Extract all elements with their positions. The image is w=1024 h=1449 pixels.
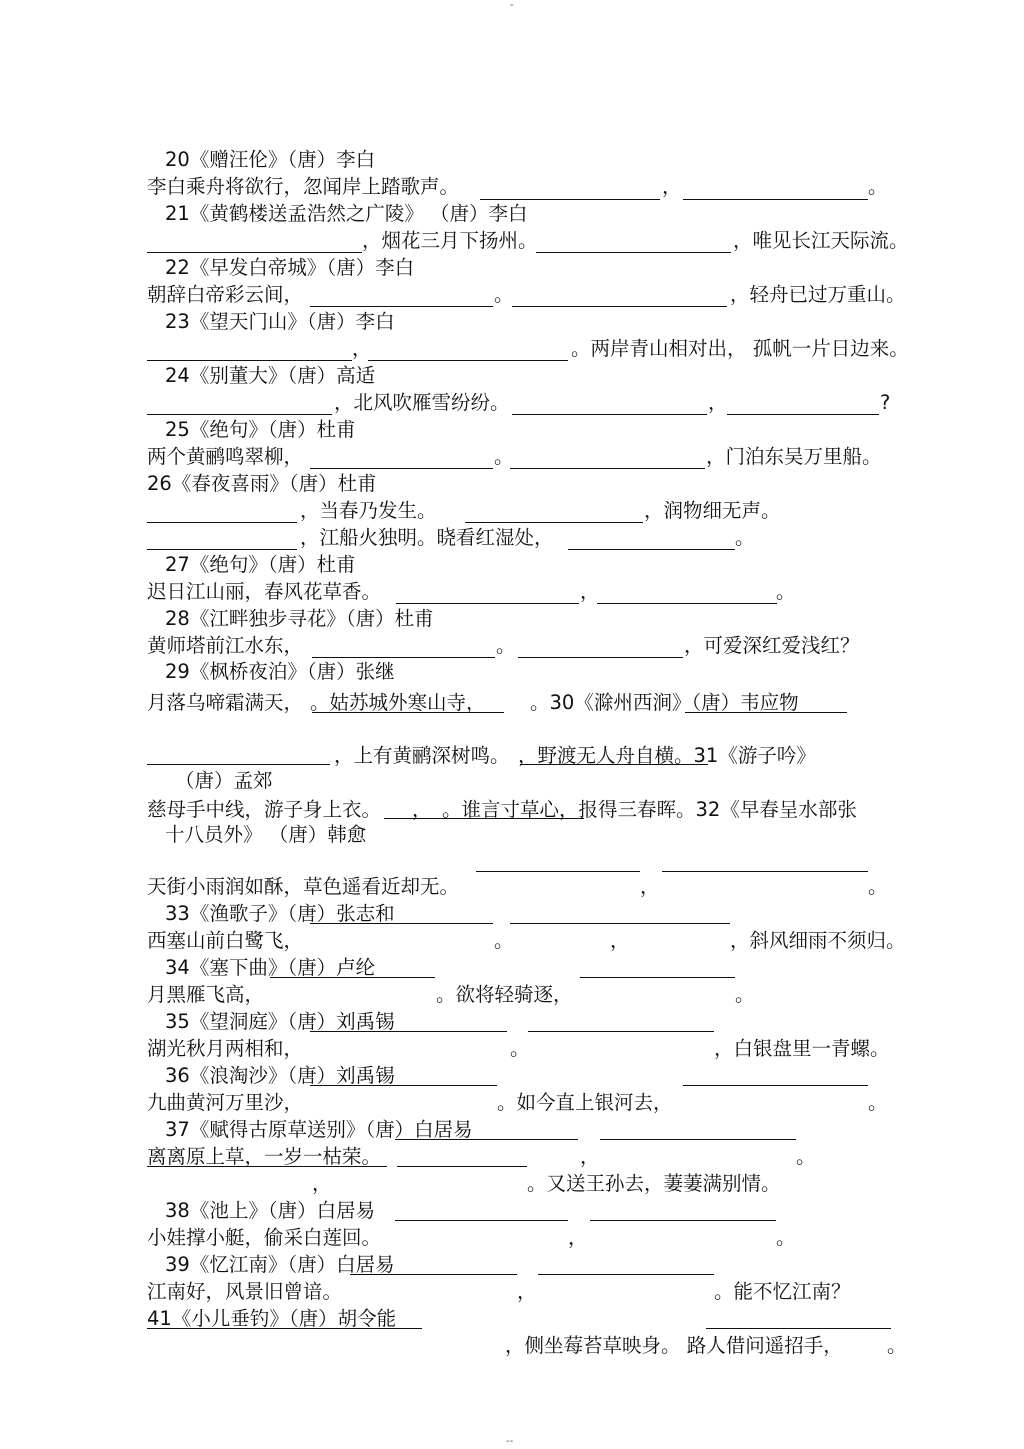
poem-21-line: ，唯见长江天际流。 — [733, 229, 909, 252]
punctuation: ， — [708, 391, 728, 414]
punctuation: ? — [880, 391, 891, 414]
poem-33-line: 西塞山前白鹭飞， — [147, 929, 304, 952]
poem-37-title: 37《赋得古原草送别》（唐）白居易 — [165, 1118, 473, 1141]
poem-36-line: 。如今直上银河去， — [497, 1091, 673, 1114]
fill-blank[interactable] — [310, 306, 493, 307]
fill-blank[interactable] — [706, 1328, 891, 1329]
punctuation: 。 — [494, 445, 514, 468]
fill-blank[interactable] — [512, 414, 707, 415]
poem-21-title: 21《黄鹤楼送孟浩然之广陵》 （唐）李白 — [165, 202, 528, 225]
fill-blank[interactable] — [395, 1139, 578, 1140]
poem-22-line: ，轻舟已过万重山。 — [730, 283, 906, 306]
poem-26-line: ，江船火独明。晓看红湿处， — [300, 526, 554, 549]
fill-blank[interactable] — [310, 1085, 497, 1086]
poem-31-line: 。谁言寸草心，报得三春晖。32《早春呈水部张 — [442, 798, 857, 821]
poem-35-title: 35《望洞庭》（唐）刘禹锡 — [165, 1010, 395, 1033]
poem-39-line: 江南好，风景旧曾谙。 — [147, 1280, 343, 1303]
poem-24-title: 24《别董大》（唐）高适 — [165, 364, 376, 387]
punctuation: ， — [580, 1145, 600, 1168]
punctuation: 。 — [796, 1145, 816, 1168]
fill-blank[interactable] — [568, 549, 735, 550]
punctuation: 。 — [868, 175, 888, 198]
fill-blank[interactable] — [310, 468, 493, 469]
fill-blank[interactable] — [147, 1328, 422, 1329]
footer-mark: -- — [506, 1436, 514, 1447]
fill-blank[interactable] — [270, 977, 435, 978]
fill-blank[interactable] — [368, 360, 568, 361]
poem-30-line: ，上有黄鹂深树鸣。 — [334, 744, 510, 767]
poem-20-title: 20《赠汪伦》（唐）李白 — [165, 148, 376, 171]
poem-35-line: 湖光秋月两相和， — [147, 1037, 304, 1060]
poem-38-title: 38《池上》（唐）白居易 — [165, 1199, 376, 1222]
poem-26-title: 26《春夜喜雨》（唐）杜甫 — [147, 472, 377, 495]
poem-28-title: 28《江畔独步寻花》（唐）杜甫 — [165, 607, 434, 630]
poem-22-title: 22《早发白帝城》（唐）李白 — [165, 256, 415, 279]
fill-blank[interactable] — [396, 603, 579, 604]
fill-blank[interactable] — [147, 1166, 387, 1167]
fill-blank[interactable] — [312, 712, 504, 713]
fill-blank[interactable] — [147, 360, 352, 361]
poem-30-title: 。30《滁州西涧》（唐）韦应物 — [530, 691, 799, 714]
fill-blank[interactable] — [520, 764, 708, 765]
fill-blank[interactable] — [538, 1274, 714, 1275]
poem-34-line: 月黑雁飞高， — [147, 983, 265, 1006]
poem-29-line: 月落乌啼霜满天， — [147, 691, 304, 714]
poem-31-title: （唐）孟郊 — [175, 769, 273, 792]
punctuation: ， — [580, 580, 600, 603]
poem-32-title: 十八员外》 （唐）韩愈 — [165, 823, 367, 846]
fill-blank[interactable] — [476, 871, 640, 872]
punctuation: ， — [640, 875, 660, 898]
poem-24-line: ，北风吹雁雪纷纷。 — [334, 391, 510, 414]
punctuation: 。 — [510, 1037, 530, 1060]
fill-blank[interactable] — [727, 414, 879, 415]
punctuation: 。 — [494, 929, 514, 952]
poem-37-line: 离离原上草，一岁一枯荣。 — [147, 1145, 382, 1168]
poem-41-line: ，侧坐莓苔草映身。 路人借问遥招手， — [505, 1334, 843, 1357]
punctuation: 。 — [868, 875, 888, 898]
poem-20-line: 李白乘舟将欲行，忽闻岸上踏歌声。 — [147, 175, 460, 198]
fill-blank[interactable] — [518, 657, 683, 658]
punctuation: 。 — [887, 1334, 907, 1357]
fill-blank[interactable] — [683, 199, 868, 200]
punctuation: ， — [517, 1280, 537, 1303]
fill-blank[interactable] — [147, 252, 362, 253]
fill-blank[interactable] — [597, 603, 777, 604]
fill-blank[interactable] — [480, 199, 660, 200]
poem-28-line: 黄师塔前江水东， — [147, 634, 304, 657]
poem-31-line: 慈母手中线，游子身上衣。 — [147, 798, 382, 821]
fill-blank[interactable] — [528, 1031, 714, 1032]
poem-26-line: ，当春乃发生。 — [300, 499, 437, 522]
fill-blank[interactable] — [683, 1085, 868, 1086]
fill-blank[interactable] — [685, 712, 847, 713]
poem-39-title: 39《忆江南》（唐）白居易 — [165, 1253, 395, 1276]
poem-25-line: 两个黄鹂鸣翠柳， — [147, 445, 304, 468]
punctuation: 。 — [494, 283, 514, 306]
punctuation: 。 — [496, 634, 516, 657]
punctuation: ， — [568, 1226, 588, 1249]
poem-38-line: 小娃撑小艇，偷采白莲回。 — [147, 1226, 382, 1249]
poem-34-title: 34《塞下曲》（唐）卢纶 — [165, 956, 376, 979]
poem-27-line: 迟日江山丽，春风花草香。 — [147, 580, 382, 603]
punctuation: 。 — [735, 526, 755, 549]
fill-blank[interactable] — [147, 414, 332, 415]
fill-blank[interactable] — [510, 923, 730, 924]
fill-blank[interactable] — [536, 252, 731, 253]
poem-28-line: ，可爱深红爱浅红？ — [684, 634, 860, 657]
poem-27-title: 27《绝句》（唐）杜甫 — [165, 553, 356, 576]
fill-blank[interactable] — [465, 522, 643, 523]
fill-blank[interactable] — [397, 1166, 527, 1167]
poem-23-title: 23《望天门山》（唐）李白 — [165, 310, 395, 333]
poem-39-line: 。能不忆江南？ — [714, 1280, 851, 1303]
poem-21-line: ，烟花三月下扬州。 — [362, 229, 538, 252]
poem-36-line: 九曲黄河万里沙， — [147, 1091, 304, 1114]
punctuation: 。 — [776, 580, 796, 603]
punctuation: ， — [610, 929, 630, 952]
fill-blank[interactable] — [510, 468, 705, 469]
header-mark: - — [510, 0, 514, 11]
fill-blank[interactable] — [147, 764, 330, 765]
poem-33-line: ，斜风细雨不须归。 — [730, 929, 906, 952]
fill-blank[interactable] — [310, 923, 493, 924]
punctuation: 。 — [735, 983, 755, 1006]
fill-blank[interactable] — [312, 657, 495, 658]
poem-34-line: 。欲将轻骑逐， — [436, 983, 573, 1006]
punctuation: ， — [352, 337, 372, 360]
punctuation: ， — [662, 175, 682, 198]
poem-36-title: 36《浪淘沙》（唐）刘禹锡 — [165, 1064, 395, 1087]
fill-blank[interactable] — [350, 1274, 517, 1275]
punctuation: 。 — [776, 1226, 796, 1249]
punctuation: 。 — [868, 1091, 888, 1114]
punctuation: ， — [412, 798, 432, 821]
poem-29-line: 。姑苏城外寒山寺， — [310, 691, 486, 714]
fill-blank[interactable] — [395, 1220, 568, 1221]
punctuation: ， — [312, 1172, 332, 1195]
fill-blank[interactable] — [590, 1220, 776, 1221]
poem-26-line: ，润物细无声。 — [644, 499, 781, 522]
fill-blank[interactable] — [310, 1031, 507, 1032]
poem-33-title: 33《渔歌子》（唐）张志和 — [165, 902, 395, 925]
fill-blank[interactable] — [512, 306, 727, 307]
poem-23-line: 。两岸青山相对出， 孤帆一片日边来。 — [571, 337, 909, 360]
poem-35-line: ，白银盘里一青螺。 — [714, 1037, 890, 1060]
fill-blank[interactable] — [662, 871, 868, 872]
fill-blank[interactable] — [580, 977, 735, 978]
fill-blank[interactable] — [147, 549, 297, 550]
poem-32-line: 天街小雨润如酥，草色遥看近却无。 — [147, 875, 460, 898]
poem-41-title: 41《小儿垂钓》（唐）胡令能 — [147, 1307, 397, 1330]
poem-22-line: 朝辞白帝彩云间， — [147, 283, 304, 306]
poem-29-title: 29《枫桥夜泊》（唐）张继 — [165, 660, 395, 683]
poem-37-line: 。又送王孙去，萋萋满别情。 — [527, 1172, 781, 1195]
fill-blank[interactable] — [147, 522, 297, 523]
fill-blank[interactable] — [600, 1139, 796, 1140]
poem-25-title: 25《绝句》（唐）杜甫 — [165, 418, 356, 441]
poem-25-line: ，门泊东吴万里船。 — [706, 445, 882, 468]
poem-30-line: ，野渡无人舟自横。31《游子吟》 — [518, 744, 816, 767]
